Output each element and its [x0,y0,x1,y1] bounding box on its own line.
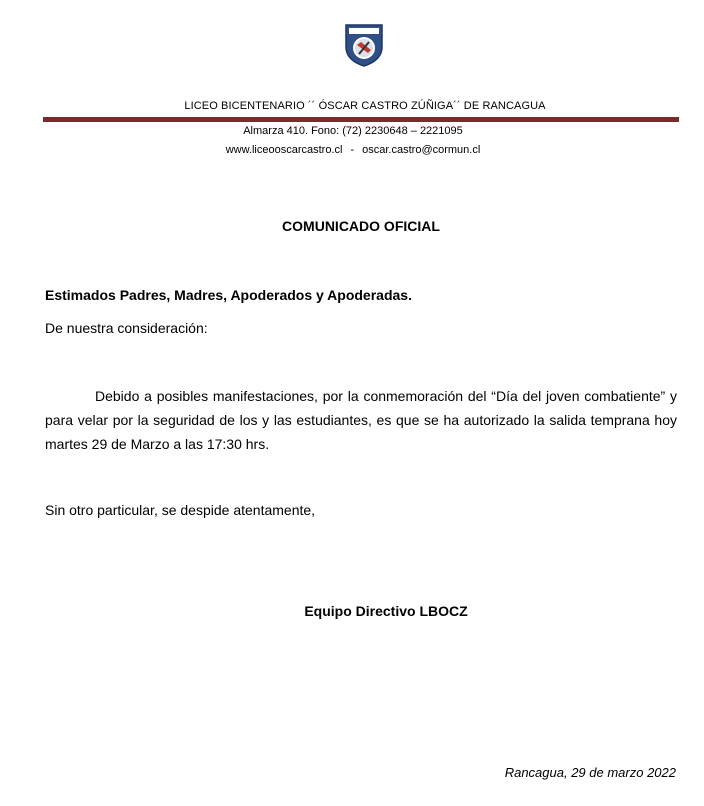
school-name: LICEO BICENTENARIO ´´ ÓSCAR CASTRO ZÚÑIGA´´ DE RANCAGUA [184,100,546,112]
closing-line: Sin otro particular, se despide atentamente, [45,502,316,518]
signature: Equipo Directivo LBOCZ [304,603,468,619]
contact-separator: - [350,144,355,156]
address-phone: Almarza 410. Fono: (72) 2230648 – 2221095 [243,125,463,137]
consideration-line: De nuestra consideración: [45,320,208,336]
body-paragraph: Debido a posibles manifestaciones, por la conmemoración del “Día del joven combatiente” y para velar por la seguridad de los y las estudiantes, es que se ha autorizado la salida temprana hoy martes 29 de Marzo a las 17:30 hrs. [45,388,677,452]
header-rule [43,117,679,122]
school-crest-icon [344,23,384,67]
date-line: Rancagua, 29 de marzo 2022 [504,765,676,780]
document-title: COMUNICADO OFICIAL [282,218,440,234]
website-link[interactable]: www.liceooscarcastro.cl [225,144,343,156]
contact-line [0,144,704,156]
salutation: Estimados Padres, Madres, Apoderados y Apoderadas. [45,287,412,303]
email-link[interactable]: oscar.castro@cormun.cl [362,144,481,156]
